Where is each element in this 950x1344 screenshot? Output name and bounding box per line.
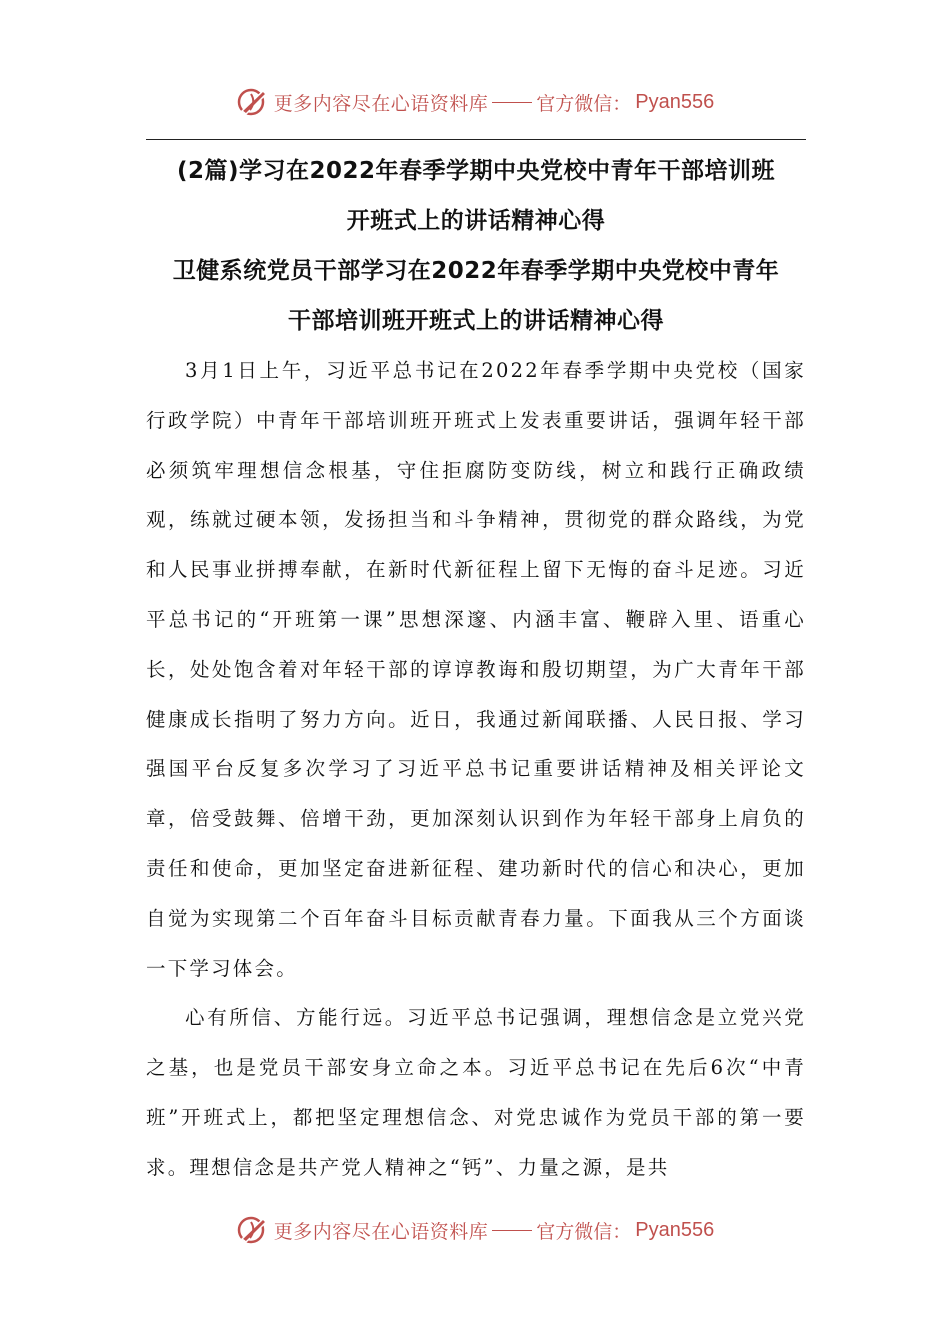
pen-logo-icon (236, 1213, 270, 1247)
footer-wechat-label: 官方微信： (536, 1220, 632, 1243)
header-rule (146, 139, 806, 140)
header-slogan: 更多内容尽在心语资料库 (273, 92, 489, 115)
title-line-4: 干部培训班开班式上的讲话精神心得 (288, 308, 664, 334)
title-line-3: 卫健系统党员干部学习在2022年春季学期中央党校中青年 (172, 258, 780, 284)
header-wechat-id: Pyan556 (635, 90, 715, 113)
footer-slogan: 更多内容尽在心语资料库 (273, 1220, 489, 1243)
title-line-1: (2篇)学习在2022年春季学期中央党校中青年干部培训班 (176, 158, 776, 184)
header-dash (492, 102, 532, 103)
document-body (146, 146, 806, 1193)
paragraph-2: 心有所信、方能行远。习近平总书记强调，理想信念是立党兴党之基，也是党员干部安身立命之本。习近平总书记在先后6次“中青班”开班式上，都把坚定理想信念、对党忠诚作为党员干部的第一要求。理想信念是共产党人精神之“钙”、力量之源，是共 (146, 1006, 806, 1179)
footer-watermark (0, 1210, 950, 1250)
header-wechat-label: 官方微信： (536, 92, 632, 115)
paragraph-1: 3月1日上午，习近平总书记在2022年春季学期中央党校（国家行政学院）中青年干部培训班开班式上发表重要讲话，强调年轻干部必须筑牢理想信念根基，守住拒腐防变防线，树立和践行正确政绩观，练就过硬本领，发扬担当和斗争精神，贯彻党的群众路线，为党和人民事业拼搏奉献，在新时代新征程上留下无悔的奋斗足迹。习近平总书记的“开班第一课”思想深邃、内涵丰富、鞭辟入里、语重心长，处处饱含着对年轻干部的谆谆教诲和殷切期望，为广大青年干部健康成长指明了努力方向。近日，我通过新闻联播、人民日报、学习强国平台反复多次学习了习近平总书记重要讲话精神及相关评论文章，倍受鼓舞、倍增干劲，更加深刻认识到作为年轻干部身上肩负的责任和使命，更加坚定奋进新征程、建功新时代的信心和决心，更加自觉为实现第二个百年奋斗目标贡献青春力量。下面我从三个方面谈一下学习体会。 (146, 359, 806, 980)
title-line-2: 开班式上的讲话精神心得 (346, 208, 606, 234)
pen-logo-icon (236, 85, 270, 119)
header-watermark (0, 82, 950, 122)
footer-dash (492, 1230, 532, 1231)
footer-wechat-id: Pyan556 (635, 1218, 715, 1241)
